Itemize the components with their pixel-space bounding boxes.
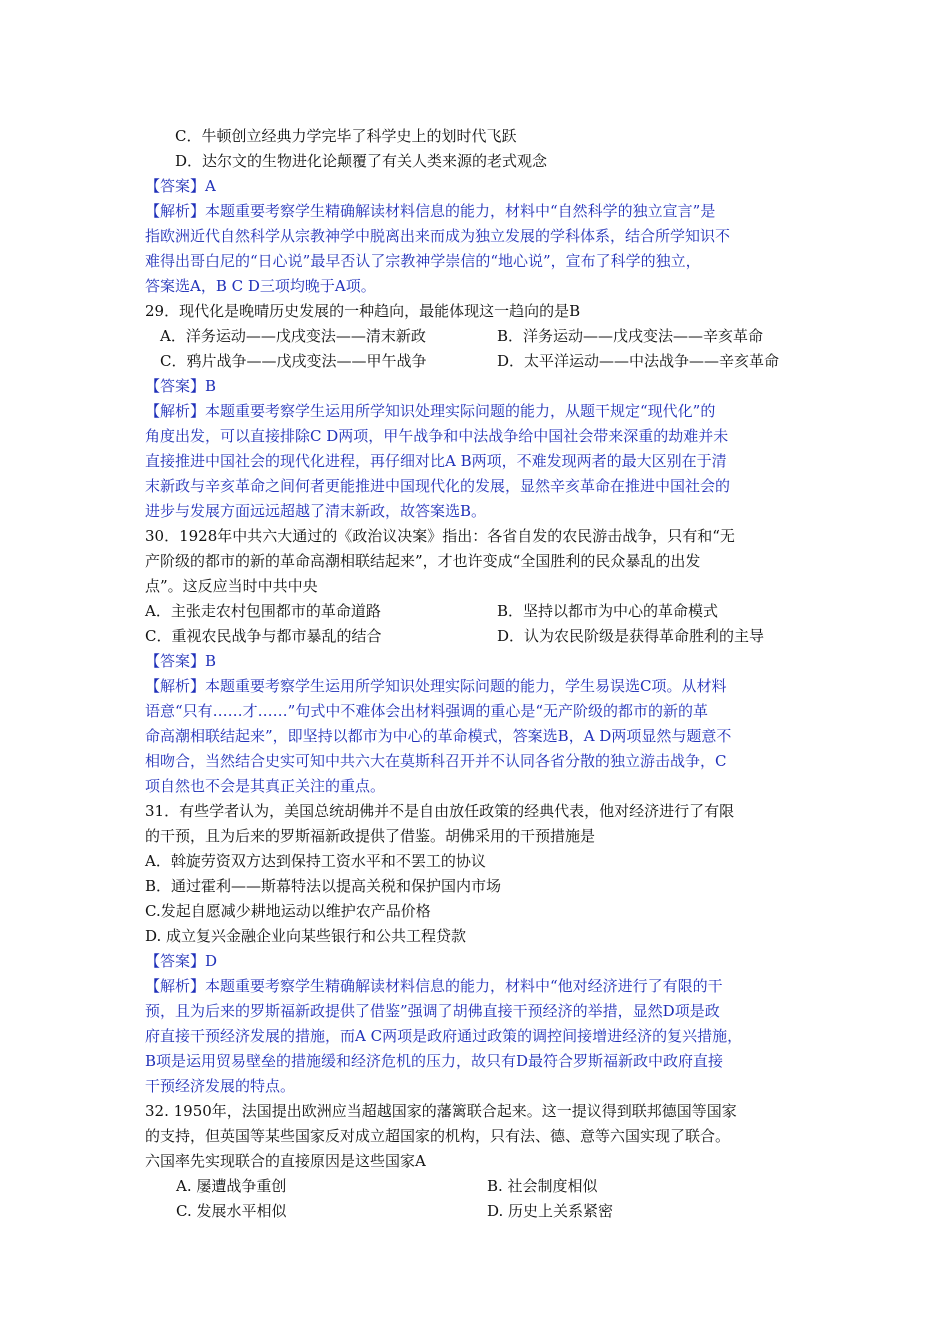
q29-analysis-line: 【解析】本题重要考察学生运用所学知识处理实际问题的能力，从题干规定“现代化”的 [145, 402, 716, 420]
q30-stem-line: 产阶级的都市的新的革命高潮相联结起来”，才也许变成“全国胜利的民众暴乱的出发 [145, 552, 701, 570]
q32-option-a: A. 屡遭战争重创 [176, 1177, 287, 1195]
q30-analysis-line: 项自然也不会是其真正关注的重点。 [145, 777, 386, 795]
q31-stem-line: 31．有些学者认为，美国总统胡佛并不是自由放任政策的经典代表，他对经济进行了有限 [145, 802, 735, 820]
q31-analysis-line: 府直接干预经济发展的措施，而A C两项是政府通过政策的调控间接增进经济的复兴措施， [145, 1027, 743, 1045]
q29-answer: 【答案】B [145, 377, 217, 395]
q29-stem: 29．现代化是晚晴历史发展的一种趋向，最能体现这一趋向的是B [145, 302, 581, 320]
q31-option-d: D. 成立复兴金融企业向某些银行和公共工程贷款 [145, 927, 467, 945]
q28-analysis-line: 【解析】本题重要考察学生精确解读材料信息的能力，材料中“自然科学的独立宣言”是 [145, 202, 716, 220]
q31-analysis-line: 预，且为后来的罗斯福新政提供了借鉴”强调了胡佛直接干预经济的举措，显然D项是政 [145, 1002, 720, 1020]
q30-option-a: A．主张走农村包围都市的革命道路 [145, 602, 381, 620]
q30-option-b: B．坚持以都市为中心的革命模式 [497, 602, 719, 620]
q32-stem-line: 32. 1950年，法国提出欧洲应当超越国家的藩篱联合起来。这一提议得到联邦德国等国家 [145, 1102, 737, 1120]
q32-option-b: B. 社会制度相似 [487, 1177, 598, 1195]
q32-option-d: D. 历史上关系紧密 [487, 1202, 614, 1220]
q29-analysis-line: 角度出发，可以直接排除C D两项，甲午战争和中法战争给中国社会带来深重的劫难并未 [145, 427, 729, 445]
q29-analysis-line: 末新政与辛亥革命之间何者更能推进中国现代化的发展，显然辛亥革命在推进中国社会的 [145, 477, 731, 495]
q31-option-b: B．通过霍利——斯幕特法以提高关税和保护国内市场 [145, 877, 502, 895]
q29-analysis-line: 直接推进中国社会的现代化进程，再仔细对比A B两项，不难发现两者的最大区别在于清 [145, 452, 727, 470]
q29-option-d: D．太平洋运动——中法战争——辛亥革命 [497, 352, 780, 370]
q29-option-b: B．洋务运动——戊戌变法——辛亥革命 [497, 327, 764, 345]
q28-answer: 【答案】A [145, 177, 216, 195]
q30-analysis-line: 【解析】本题重要考察学生运用所学知识处理实际问题的能力，学生易误选C项。从材料 [145, 677, 727, 695]
q28-option-c: C．牛顿创立经典力学完毕了科学史上的划时代飞跃 [175, 127, 517, 145]
q30-analysis-line: 语意“只有……才……”句式中不难体会出材料强调的重心是“无产阶级的都市的新的革 [145, 702, 709, 720]
q28-analysis-line: 难得出哥白尼的“日心说”最早否认了宗教神学崇信的“地心说”，宣布了科学的独立， [145, 252, 701, 270]
q30-analysis-line: 命高潮相联结起来”，即坚持以都市为中心的革命模式，答案选B，A D两项显然与题意不 [145, 727, 732, 745]
q31-stem-line: 的干预，且为后来的罗斯福新政提供了借鉴。胡佛采用的干预措施是 [145, 827, 596, 845]
q30-analysis-line: 相吻合，当然结合史实可知中共六大在莫斯科召开并不认同各省分散的独立游击战争，C [145, 752, 727, 770]
q30-option-c: C．重视农民战争与都市暴乱的结合 [145, 627, 382, 645]
q31-option-a: A．斡旋劳资双方达到保持工资水平和不罢工的协议 [145, 852, 486, 870]
q32-option-c: C. 发展水平相似 [176, 1202, 287, 1220]
q31-analysis-line: 干预经济发展的特点。 [145, 1077, 296, 1095]
q30-option-d: D．认为农民阶级是获得革命胜利的主导 [497, 627, 765, 645]
q30-stem-line: 30．1928年中共六大通过的《政治议决案》指出：各省自发的农民游击战争，只有和“无 [145, 527, 735, 545]
q29-analysis-line: 进步与发展方面远远超越了清末新政，故答案选B。 [145, 502, 487, 520]
q31-option-c: C.发起自愿减少耕地运动以维护农产品价格 [145, 902, 431, 920]
q32-stem-line: 六国率先实现联合的直接原因是这些国家A [145, 1152, 426, 1170]
q31-analysis-line: B项是运用贸易壁垒的措施缓和经济危机的压力，故只有D最符合罗斯福新政中政府直接 [145, 1052, 724, 1070]
q29-option-c: C．鸦片战争——戊戌变法——甲午战争 [160, 352, 427, 370]
q31-answer: 【答案】D [145, 952, 218, 970]
q28-analysis-line: 答案选A，B C D三项均晚于A项。 [145, 277, 376, 295]
q30-answer: 【答案】B [145, 652, 217, 670]
q29-option-a: A．洋务运动——戊戌变法——清末新政 [160, 327, 426, 345]
q31-analysis-line: 【解析】本题重要考察学生精确解读材料信息的能力，材料中“他对经济进行了有限的干 [145, 977, 723, 995]
q28-option-d: D．达尔文的生物进化论颠覆了有关人类来源的老式观念 [175, 152, 548, 170]
q32-stem-line: 的支持，但英国等某些国家反对成立超国家的机构，只有法、德、意等六国实现了联合。 [145, 1127, 731, 1145]
q28-analysis-line: 指欧洲近代自然科学从宗教神学中脱离出来而成为独立发展的学科体系，结合所学知识不 [145, 227, 731, 245]
q30-stem-line: 点”。这反应当时中共中央 [145, 577, 318, 595]
